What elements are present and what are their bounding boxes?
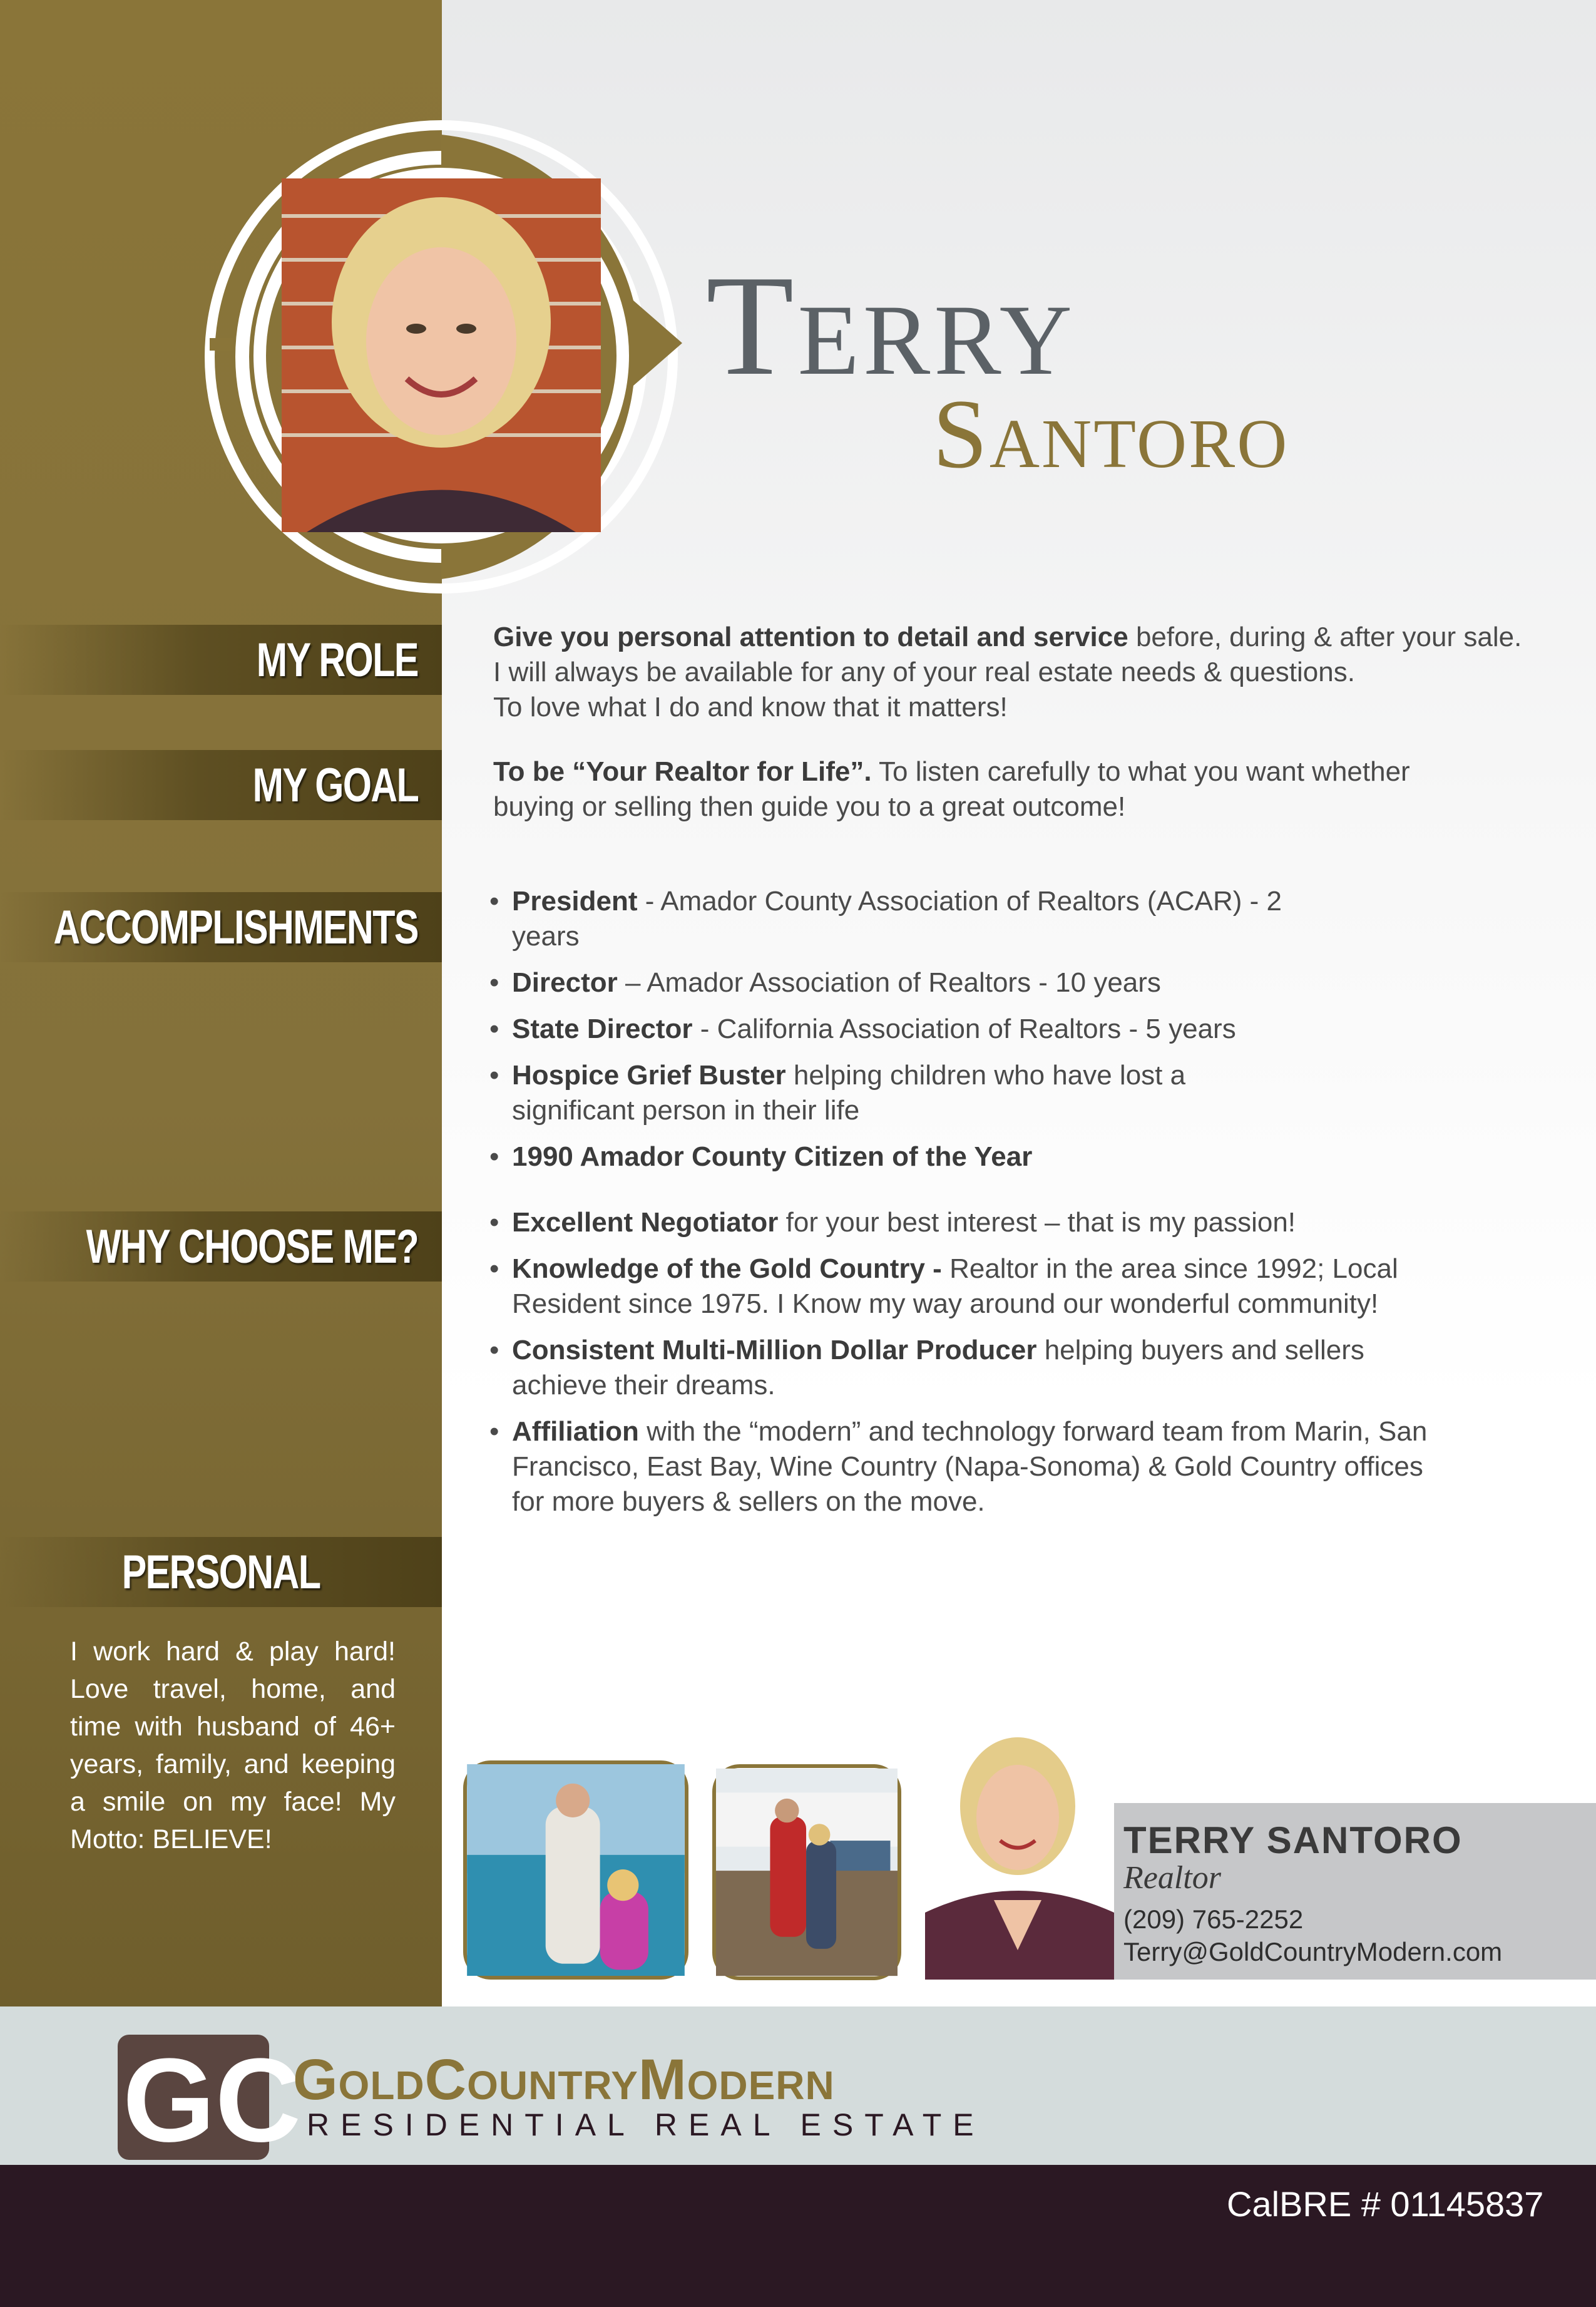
accomplishments-list xyxy=(489,884,1303,1186)
why-choose-me-label: WHY CHOOSE ME? xyxy=(86,1220,418,1273)
list-item: • Hospice Grief Buster helping children who have lost a significant person in their life xyxy=(489,1058,1301,1128)
role-line-2: I will always be available for any of your real estate needs & questions. xyxy=(493,657,1355,687)
portrait-photo xyxy=(282,178,601,532)
tab-why-choose-me xyxy=(0,1211,442,1282)
photo-motocross xyxy=(712,1764,901,1980)
list-item: • Knowledge of the Gold Country - Realtor in the area since 1992; Local Resident since 1975. I Know my way around our wonderful community! xyxy=(489,1251,1453,1322)
goal-line-2: buying or selling then guide you to a great outcome! xyxy=(493,791,1126,822)
tab-my-goal xyxy=(0,750,442,820)
card-phone: (209) 765-2252 xyxy=(1123,1904,1304,1934)
last-name-heading: Santoro xyxy=(933,379,1289,489)
card-name: TERRY SANTORO xyxy=(1123,1819,1463,1861)
role-line-3: To love what I do and know that it matters! xyxy=(493,692,1008,722)
gc-logo-letters: GC xyxy=(123,2034,301,2167)
tab-my-role xyxy=(0,625,442,695)
personal-text: I work hard & play hard! Love travel, home, and time with husband of 46+ years, family, and keeping a smile on my face! My Motto: BELIEVE! xyxy=(70,1636,396,1854)
list-item: • Excellent Negotiator for your best interest – that is my passion! xyxy=(489,1205,1453,1240)
list-item: • State Director - California Association of Realtors - 5 years xyxy=(489,1012,1303,1047)
my-goal-label: MY GOAL xyxy=(252,758,418,812)
license-number: CalBRE # 01145837 xyxy=(1227,2184,1544,2224)
card-email: Terry@GoldCountryModern.com xyxy=(1123,1937,1503,1966)
card-portrait xyxy=(925,1712,1114,1980)
goal-text xyxy=(493,754,1410,825)
accomplishments-label: ACCOMPLISHMENTS xyxy=(53,900,418,954)
gc-logo xyxy=(118,2034,301,2188)
tab-accomplishments xyxy=(0,892,442,962)
list-item: • Consistent Multi-Million Dollar Producer helping buyers and sellers achieve their dreams. xyxy=(489,1333,1376,1403)
list-item: • President - Amador County Association of Realtors (ACAR) - 2 years xyxy=(489,884,1303,954)
role-text xyxy=(493,620,1522,725)
brand-name: GoldCountryModern xyxy=(293,2048,835,2112)
role-lead: Give you personal attention to detail and service xyxy=(493,622,1128,652)
why-choose-me-list xyxy=(489,1205,1453,1531)
list-item: • Director – Amador Association of Realtors - 10 years xyxy=(489,965,1303,1000)
photo-couple-lake xyxy=(463,1760,688,1980)
list-item: • Affiliation with the “modern” and technology forward team from Marin, San Francisco, East Bay, Wine Country (Napa-Sonoma) & Gold Country offices for more buyers & sellers on the move. xyxy=(489,1414,1451,1519)
my-role-label: MY ROLE xyxy=(256,633,418,687)
goal-lead: To be “Your Realtor for Life”. xyxy=(493,756,872,787)
first-name-heading: Terry xyxy=(706,245,1076,405)
personal-label: PERSONAL xyxy=(121,1545,320,1599)
tab-personal xyxy=(0,1537,442,1607)
role-lead-rest: before, during & after your sale. xyxy=(1128,622,1522,652)
goal-rest: To listen carefully to what you want whether xyxy=(871,756,1410,787)
list-item: • 1990 Amador County Citizen of the Year xyxy=(489,1139,1303,1174)
card-title: Realtor xyxy=(1123,1860,1221,1896)
brand-tagline: RESIDENTIAL REAL ESTATE xyxy=(307,2107,985,2142)
